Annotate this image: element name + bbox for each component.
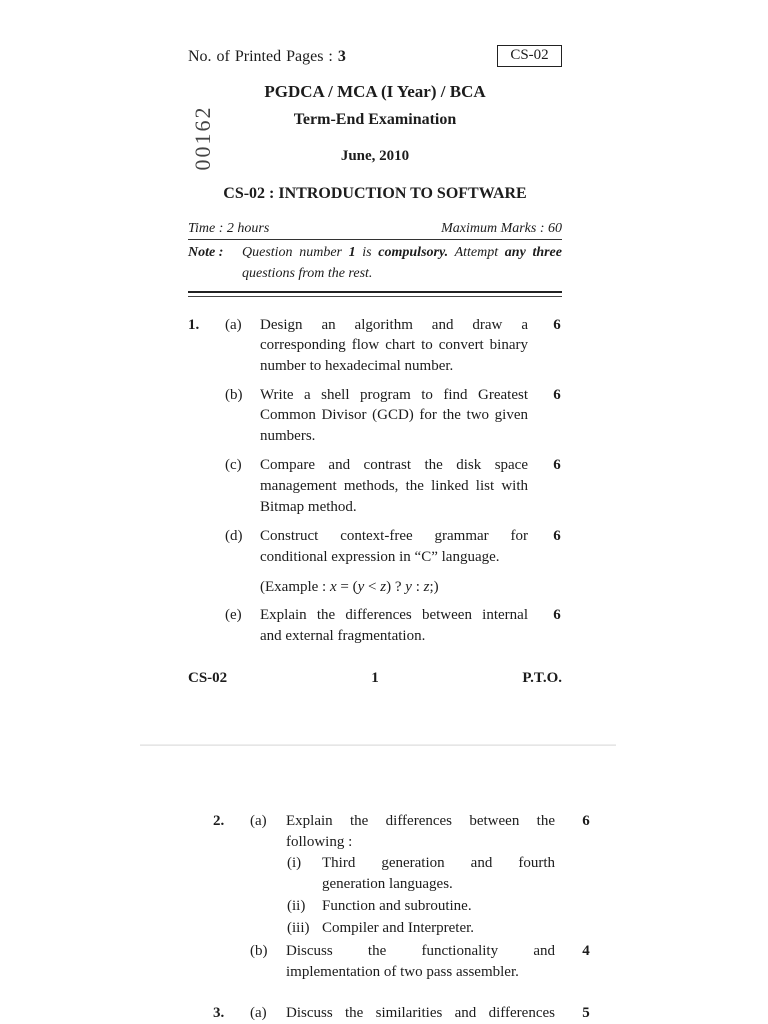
printed-pages-count: 3 xyxy=(337,48,346,65)
example-text: ) ? xyxy=(386,579,406,595)
q1-part-d-marks: 6 xyxy=(553,528,561,544)
serial-number: 00162 xyxy=(190,105,215,171)
q1-part-d-line: conditional expression in “C” language. xyxy=(260,549,500,565)
exam-time: Time : 2 hours xyxy=(188,221,270,236)
note-segment-emphasis: compulsory. xyxy=(378,245,449,260)
q1-part-d-label: (d) xyxy=(225,528,243,544)
note-text-line-1 xyxy=(242,243,562,263)
exam-name: Term-End Examination xyxy=(293,111,457,128)
q2-part-a-line: Explain the differences between the xyxy=(286,813,555,829)
q2-item-i-line: Third generation and fourth xyxy=(322,855,555,871)
q1-part-a-line: Design an algorithm and draw a xyxy=(260,317,528,333)
example-variable: y xyxy=(357,579,365,595)
q1-part-a-marks: 6 xyxy=(553,317,561,333)
q1-part-d-example xyxy=(260,577,439,597)
printed-pages-line xyxy=(188,47,346,67)
q1-part-b-line: numbers. xyxy=(260,428,316,444)
q2-part-b-marks: 4 xyxy=(582,943,590,959)
footer-paper-code: CS-02 xyxy=(188,670,228,686)
course-title: CS-02 : INTRODUCTION TO SOFTWARE xyxy=(223,185,527,202)
example-text: = ( xyxy=(336,579,358,595)
q1-part-c-line: Bitmap method. xyxy=(260,499,357,515)
note-label: Note : xyxy=(188,245,224,260)
q1-part-e-line: and external fragmentation. xyxy=(260,628,426,644)
example-variable: z xyxy=(423,579,430,595)
q2-part-a-label: (a) xyxy=(250,813,267,829)
example-text: : xyxy=(411,579,424,595)
example-text: ;) xyxy=(429,579,439,595)
q2-part-a-line: following : xyxy=(286,834,353,850)
q2-item-i-label: (i) xyxy=(287,855,302,871)
q3-part-a-line: Discuss the similarities and differences xyxy=(286,1005,555,1021)
printed-pages-label: No. of Printed Pages : xyxy=(188,48,333,65)
note-segment: Question number xyxy=(242,245,349,260)
example-variable: y xyxy=(405,579,412,595)
header-divider xyxy=(188,239,562,240)
q2-item-ii-line: Function and subroutine. xyxy=(322,898,472,914)
note-segment-emphasis: any three xyxy=(504,245,562,260)
q1-part-e-marks: 6 xyxy=(553,607,561,623)
q1-part-c-line: management methods, the linked list with xyxy=(260,478,528,494)
q1-part-b-line: Common Divisor (GCD) for the two given xyxy=(260,407,528,423)
q1-part-d-line: Construct context-free grammar for xyxy=(260,528,528,544)
q2-item-i-line: generation languages. xyxy=(322,876,453,892)
q1-part-c-label: (c) xyxy=(225,457,242,473)
note-segment: is xyxy=(355,245,379,260)
footer-pto: P.T.O. xyxy=(522,670,562,686)
q1-part-b-marks: 6 xyxy=(553,387,561,403)
q1-part-c-marks: 6 xyxy=(553,457,561,473)
exam-session: June, 2010 xyxy=(340,148,410,164)
example-text: (Example : xyxy=(260,579,330,595)
q1-part-a-line: number to hexadecimal number. xyxy=(260,358,454,374)
note-text-line-2: questions from the rest. xyxy=(242,266,373,281)
note-segment: Attempt xyxy=(448,245,505,260)
q1-part-e-label: (e) xyxy=(225,607,242,623)
example-text: < xyxy=(364,579,381,595)
q2-part-a-marks: 6 xyxy=(582,813,590,829)
q1-part-b-line: Write a shell program to find Greatest xyxy=(260,387,528,403)
programme-title: PGDCA / MCA (I Year) / BCA xyxy=(264,82,486,101)
question-1-number: 1. xyxy=(188,317,200,333)
instructions-double-divider xyxy=(188,291,562,297)
q1-part-e-line: Explain the differences between internal xyxy=(260,607,528,623)
example-variable: z xyxy=(380,579,387,595)
q2-item-ii-label: (ii) xyxy=(287,898,306,914)
footer-page-number: 1 xyxy=(371,670,379,686)
note-segment-emphasis: 1 xyxy=(348,245,356,260)
q2-item-iii-label: (iii) xyxy=(287,920,310,936)
maximum-marks: Maximum Marks : 60 xyxy=(441,221,562,236)
q1-part-a-line: corresponding flow chart to convert binary xyxy=(260,337,528,353)
q1-part-b-label: (b) xyxy=(225,387,243,403)
q2-part-b-label: (b) xyxy=(250,943,268,959)
question-3-number: 3. xyxy=(213,1005,225,1021)
example-variable: x xyxy=(329,579,337,595)
page-break-edge xyxy=(140,744,616,746)
paper-code-box: CS-02 xyxy=(497,45,562,67)
q1-part-a-label: (a) xyxy=(225,317,242,333)
q2-item-iii-line: Compiler and Interpreter. xyxy=(322,920,475,936)
q3-part-a-marks: 5 xyxy=(582,1005,590,1021)
q1-part-c-line: Compare and contrast the disk space xyxy=(260,457,528,473)
q2-part-b-line: Discuss the functionality and xyxy=(286,943,555,959)
question-2-number: 2. xyxy=(213,813,225,829)
q3-part-a-label: (a) xyxy=(250,1005,267,1021)
q2-part-b-line: implementation of two pass assembler. xyxy=(286,964,519,980)
